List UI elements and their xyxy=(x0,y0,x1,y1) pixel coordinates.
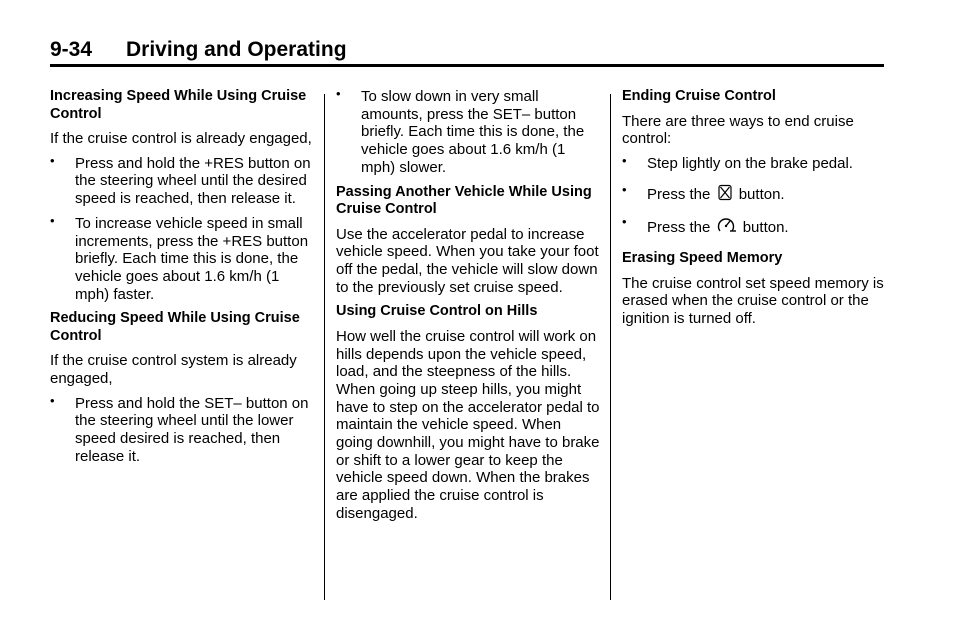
section-heading: Erasing Speed Memory xyxy=(622,250,783,267)
bullet: • xyxy=(50,212,55,228)
bullet-item xyxy=(622,152,884,173)
column-divider xyxy=(610,94,611,600)
bullet-text: Press and hold the SET– button on the steering wheel until the lower speed desired is reached, then release it. xyxy=(75,394,309,465)
section-title: Driving and Operating xyxy=(126,38,347,61)
bullet-text: To increase vehicle speed in small increments, press the +RES button briefly. Each time this is done, the vehicle goes about 1.6 km/h (1 mph) faster. xyxy=(75,214,309,303)
section-heading: Using Cruise Control on Hills xyxy=(336,303,538,320)
bullet-item xyxy=(50,392,312,466)
paragraph: Use the accelerator pedal to increase vehicle speed. When you take your foot off the pedal, the vehicle will slow down to the previously set cruise speed. xyxy=(336,225,599,296)
paragraph: How well the cruise control will work on hills depends upon the vehicle speed, load, and the steepness of the hills. When going up steep hills, you might have to step on the accelerator pedal to maintain the vehicle speed. When going downhill, you might have to brake or shift to a lower gear to keep the vehicle speed down. When the brakes are applied the cruise control is disengaged. xyxy=(336,327,600,522)
bullet: • xyxy=(50,392,55,408)
section-heading: Ending Cruise Control xyxy=(622,88,776,104)
paragraph: If the cruise control is already engaged, xyxy=(50,130,312,147)
bullet: • xyxy=(622,181,627,197)
bullet: • xyxy=(622,214,627,230)
bullet: • xyxy=(50,152,55,168)
paragraph: If the cruise control system is already engaged, xyxy=(50,352,297,388)
page-number: 9-34 xyxy=(50,38,93,61)
page-header xyxy=(50,38,884,62)
column-1 xyxy=(50,88,312,473)
bullet-text-before: Press the xyxy=(647,185,711,203)
section-heading: Reducing Speed While Using Cruise Control xyxy=(50,310,300,344)
column-divider xyxy=(324,94,325,600)
bullet: • xyxy=(622,152,627,168)
bullet-item xyxy=(622,216,884,239)
bullet-text-after: button. xyxy=(742,219,789,237)
column-2 xyxy=(336,88,600,530)
bullet-text-before: Press the xyxy=(647,219,711,237)
bullet-text: Step lightly on the brake pedal. xyxy=(647,154,853,172)
bullet-item xyxy=(622,181,884,206)
section-heading: Passing Another Vehicle While Using Cruise Control xyxy=(336,183,592,218)
bullet-item xyxy=(50,152,312,208)
header-rule xyxy=(50,64,884,67)
column-3 xyxy=(622,88,884,335)
bullet-text: Press and hold the +RES button on the steering wheel until the desired speed is reached, then release it. xyxy=(75,154,311,208)
cruise-on-off-icon xyxy=(717,216,737,239)
paragraph: The cruise control set speed memory is erased when the cruise control or the ignition is turned off. xyxy=(622,274,884,327)
section-heading: Increasing Speed While Using Cruise Control xyxy=(50,88,307,122)
bullet-item xyxy=(50,212,312,304)
bullet-text-after: button. xyxy=(738,185,785,203)
paragraph: There are three ways to end cruise control: xyxy=(622,112,854,148)
bullet-text: To slow down in very small amounts, press the SET– button briefly. Each time this is done, the vehicle goes about 1.6 km/h (1 mph) slower. xyxy=(361,88,585,176)
cruise-cancel-icon xyxy=(717,184,733,206)
bullet-item xyxy=(336,88,600,177)
bullet: • xyxy=(336,86,341,101)
